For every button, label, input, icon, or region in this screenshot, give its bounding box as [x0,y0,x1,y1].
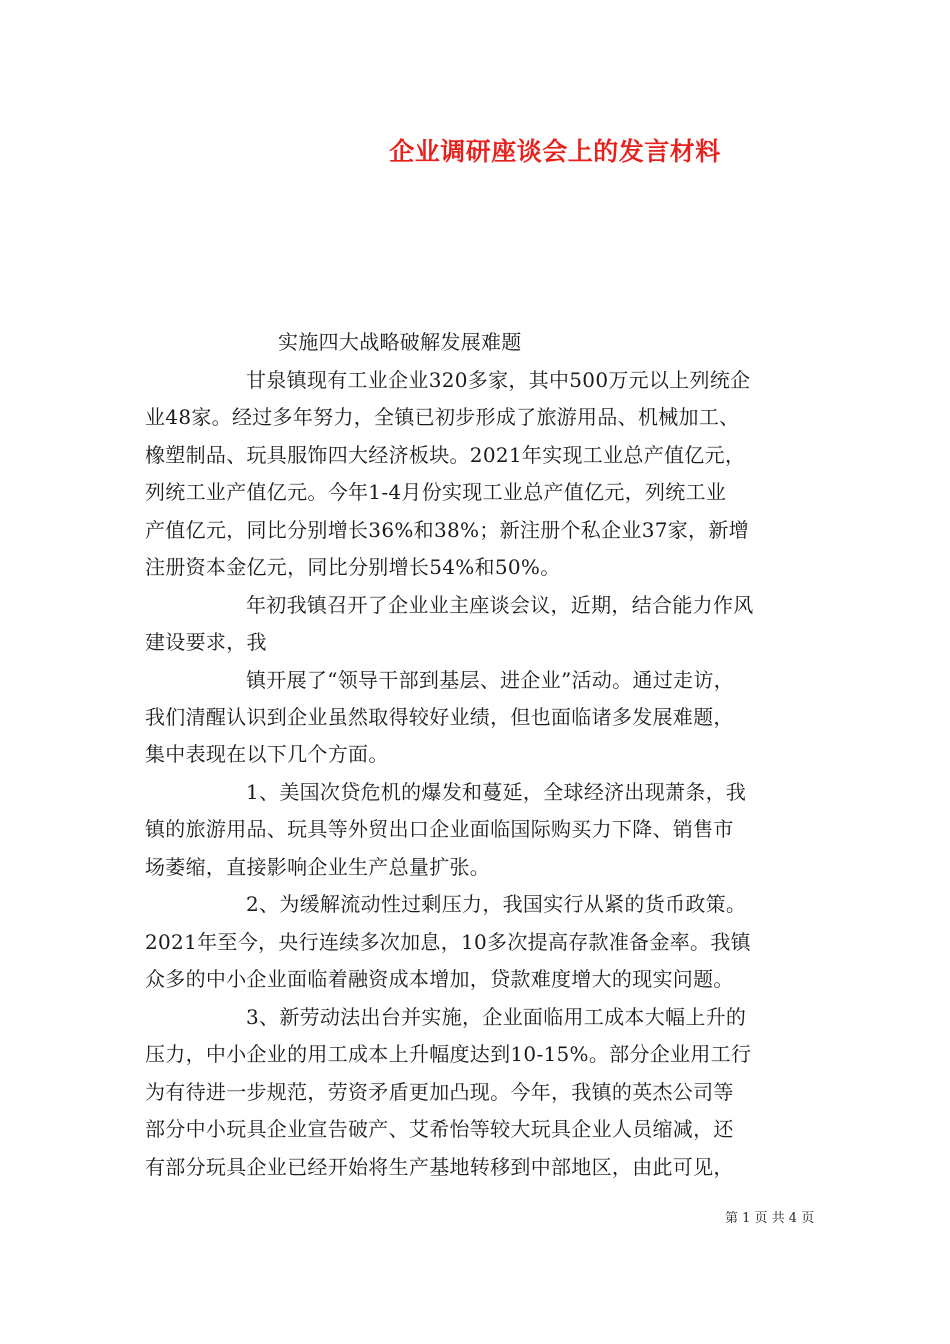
body-line: 注册资本金亿元，同比分别增长54%和50%。 [145,555,561,579]
body-line: 年初我镇召开了企业业主座谈会议，近期，结合能力作风 [246,593,754,617]
page-number: 第 1 页 共 4 页 [725,1211,815,1226]
body-line: 建设要求，我 [145,630,267,654]
body-line: 有部分玩具企业已经开始将生产基地转移到中部地区，由此可见， [145,1155,734,1179]
body-line: 众多的中小企业面临着融资成本增加，贷款难度增大的现实问题。 [145,967,734,991]
body-line: 镇的旅游用品、玩具等外贸出口企业面临国际购买力下降、销售市 [145,817,734,841]
body-line: 1、美国次贷危机的爆发和蔓延，全球经济出现萧条，我 [246,780,747,804]
body-line: 3、新劳动法出台并实施，企业面临用工成本大幅上升的 [246,1005,747,1029]
document-subtitle: 实施四大战略破解发展难题 [278,330,522,354]
body-line: 甘泉镇现有工业企业320多家，其中500万元以上列统企 [246,368,751,392]
document-title: 企业调研座谈会上的发言材料 [389,137,721,166]
body-line: 为有待进一步规范，劳资矛盾更加凸现。今年，我镇的英杰公司等 [145,1080,734,1104]
body-line: 场萎缩，直接影响企业生产总量扩张。 [145,855,491,879]
body-line: 镇开展了“领导干部到基层、进企业”活动。通过走访， [246,668,734,692]
body-line: 集中表现在以下几个方面。 [145,742,389,766]
body-line: 列统工业产值亿元。今年1-4月份实现工业总产值亿元，列统工业 [145,480,727,504]
body-line: 我们清醒认识到企业虽然取得较好业绩，但也面临诸多发展难题， [145,705,734,729]
body-line: 2、为缓解流动性过剩压力，我国实行从紧的货币政策。 [246,892,747,916]
body-line: 业48家。经过多年努力，全镇已初步形成了旅游用品、机械加工、 [145,405,740,429]
body-line: 2021年至今，央行连续多次加息，10多次提高存款准备金率。我镇 [145,930,751,954]
body-line: 产值亿元，同比分别增长36%和38%；新注册个私企业37家，新增 [145,518,749,542]
body-line: 压力，中小企业的用工成本上升幅度达到10-15%。部分企业用工行 [145,1042,752,1066]
body-line: 橡塑制品、玩具服饰四大经济板块。2021年实现工业总产值亿元， [145,443,746,467]
body-line: 部分中小玩具企业宣告破产、艾希怡等较大玩具企业人员缩减，还 [145,1117,734,1141]
